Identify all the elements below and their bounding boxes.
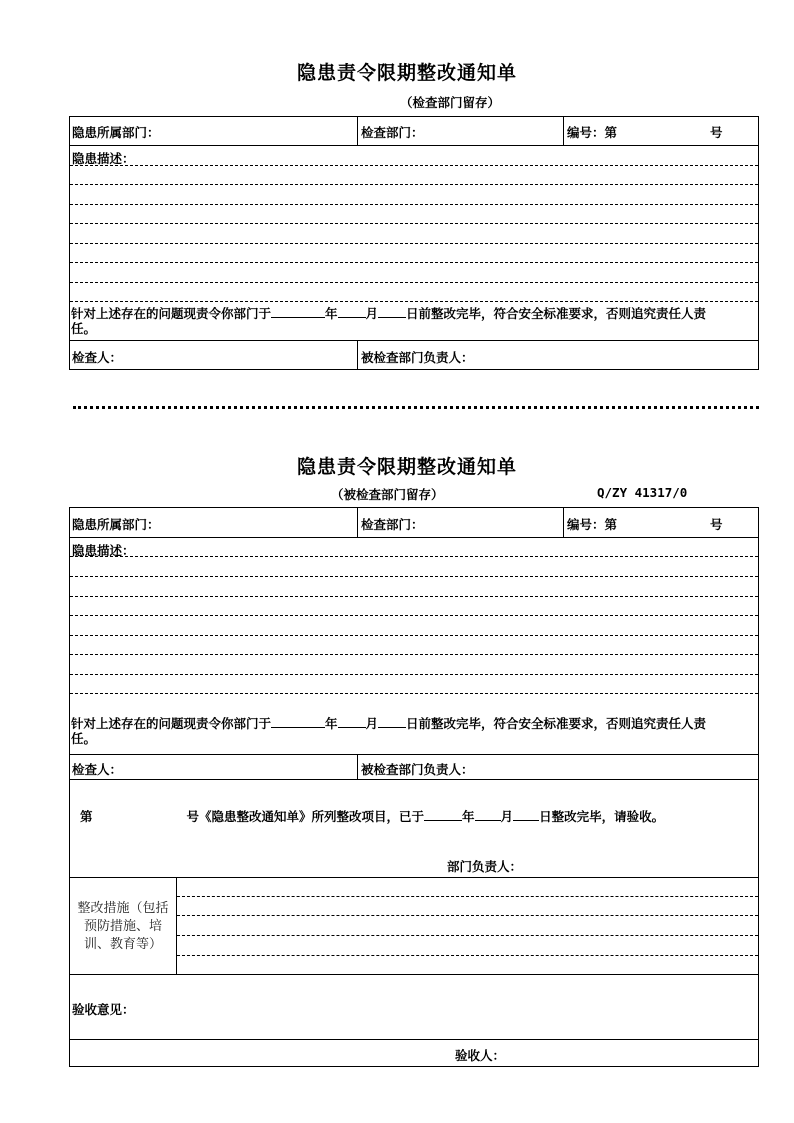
day-blank[interactable] (378, 715, 406, 728)
blank-line (70, 204, 758, 205)
blank-line (70, 243, 758, 244)
blank-line (177, 935, 758, 936)
divider (176, 877, 177, 974)
form-code: Q/ZY 41317/0 (597, 485, 688, 500)
order-text-b: 日前整改完毕，符合安全标准要求，否则追究责任人责 (406, 306, 707, 321)
order-year: 年 (325, 716, 338, 731)
year-blank[interactable] (271, 305, 325, 318)
month-blank[interactable] (338, 715, 366, 728)
divider (69, 1039, 759, 1040)
blank-line (177, 955, 758, 956)
blank-line (70, 282, 758, 283)
blank-line (70, 654, 758, 655)
order-text-b: 日前整改完毕，符合安全标准要求，否则追究责任人责 (406, 716, 707, 731)
number-suffix-1: 号 (710, 125, 723, 140)
acceptor-label: 验收人： (455, 1048, 506, 1063)
divider (69, 537, 759, 538)
blank-line (70, 596, 758, 597)
order-text-a: 针对上述存在的问题现责令你部门于 (71, 306, 272, 321)
blank-line (70, 165, 758, 166)
order-text-2 (71, 715, 757, 746)
order-text-a: 针对上述存在的问题现责令你部门于 (71, 716, 272, 731)
desc-label-2: 隐患描述： (72, 543, 135, 558)
blank-line (70, 301, 758, 302)
completion-prefix: 第 (80, 809, 93, 824)
dept-label-2: 隐患所属部门： (72, 517, 160, 532)
completion-text-a: 号《隐患整改通知单》所列整改项目，已于 (186, 809, 425, 824)
divider (69, 779, 759, 780)
form-title-1: 隐患责令限期整改通知单 (297, 62, 518, 84)
blank-line (70, 184, 758, 185)
inspect-dept-label-2: 检查部门： (361, 517, 424, 532)
form-title-2: 隐患责令限期整改通知单 (297, 456, 518, 478)
order-text-c: 任。 (71, 731, 97, 746)
divider (563, 116, 564, 145)
blank-line (177, 896, 758, 897)
inspected-head-label-2: 被检查部门负责人： (361, 762, 474, 777)
divider (69, 340, 759, 341)
blank-line (70, 262, 758, 263)
cut-line (73, 406, 759, 409)
blank-line (70, 576, 758, 577)
divider (69, 754, 759, 755)
month-blank[interactable] (338, 305, 366, 318)
year-blank[interactable] (424, 808, 462, 821)
blank-line (70, 556, 758, 557)
completion-text-b: 日整改完毕，请验收。 (539, 809, 665, 824)
year-blank[interactable] (271, 715, 325, 728)
number-label-1: 编号：第 (567, 125, 618, 140)
order-text-c: 任。 (71, 321, 97, 336)
divider (563, 507, 564, 537)
day-blank[interactable] (513, 808, 539, 821)
completion-month: 月 (500, 809, 514, 824)
divider (357, 507, 358, 537)
blank-line (70, 693, 758, 694)
blank-line (70, 223, 758, 224)
dept-head-label: 部门负责人： (447, 859, 523, 874)
inspect-dept-label-1: 检查部门： (361, 125, 424, 140)
divider (69, 974, 759, 975)
form-table-2 (69, 507, 759, 1067)
divider (69, 145, 759, 146)
order-month: 月 (365, 716, 379, 731)
completion-year: 年 (462, 809, 475, 824)
form-subtitle-2: （被检查部门留存） (331, 487, 444, 502)
dept-label-1: 隐患所属部门： (72, 125, 160, 140)
desc-label-1: 隐患描述： (72, 151, 135, 166)
number-suffix-2: 号 (710, 517, 723, 532)
number-label-2: 编号：第 (567, 517, 618, 532)
divider (69, 877, 759, 878)
day-blank[interactable] (378, 305, 406, 318)
divider (357, 116, 358, 145)
blank-line (70, 615, 758, 616)
divider (357, 754, 358, 779)
inspected-head-label-1: 被检查部门负责人： (361, 350, 474, 365)
measures-label: 整改措施（包括预防措施、培训、教育等） (77, 901, 169, 952)
blank-line (70, 635, 758, 636)
order-month: 月 (365, 306, 379, 321)
completion-statement (80, 808, 750, 824)
month-blank[interactable] (475, 808, 501, 821)
order-text-1 (71, 305, 757, 336)
inspector-label-1: 检查人： (72, 350, 123, 365)
blank-line (177, 915, 758, 916)
form-subtitle-1: （检查部门留存） (400, 95, 501, 110)
divider (357, 340, 358, 370)
inspector-label-2: 检查人： (72, 762, 123, 777)
acceptance-opinion-label: 验收意见： (72, 1002, 135, 1017)
blank-line (70, 674, 758, 675)
order-year: 年 (325, 306, 338, 321)
